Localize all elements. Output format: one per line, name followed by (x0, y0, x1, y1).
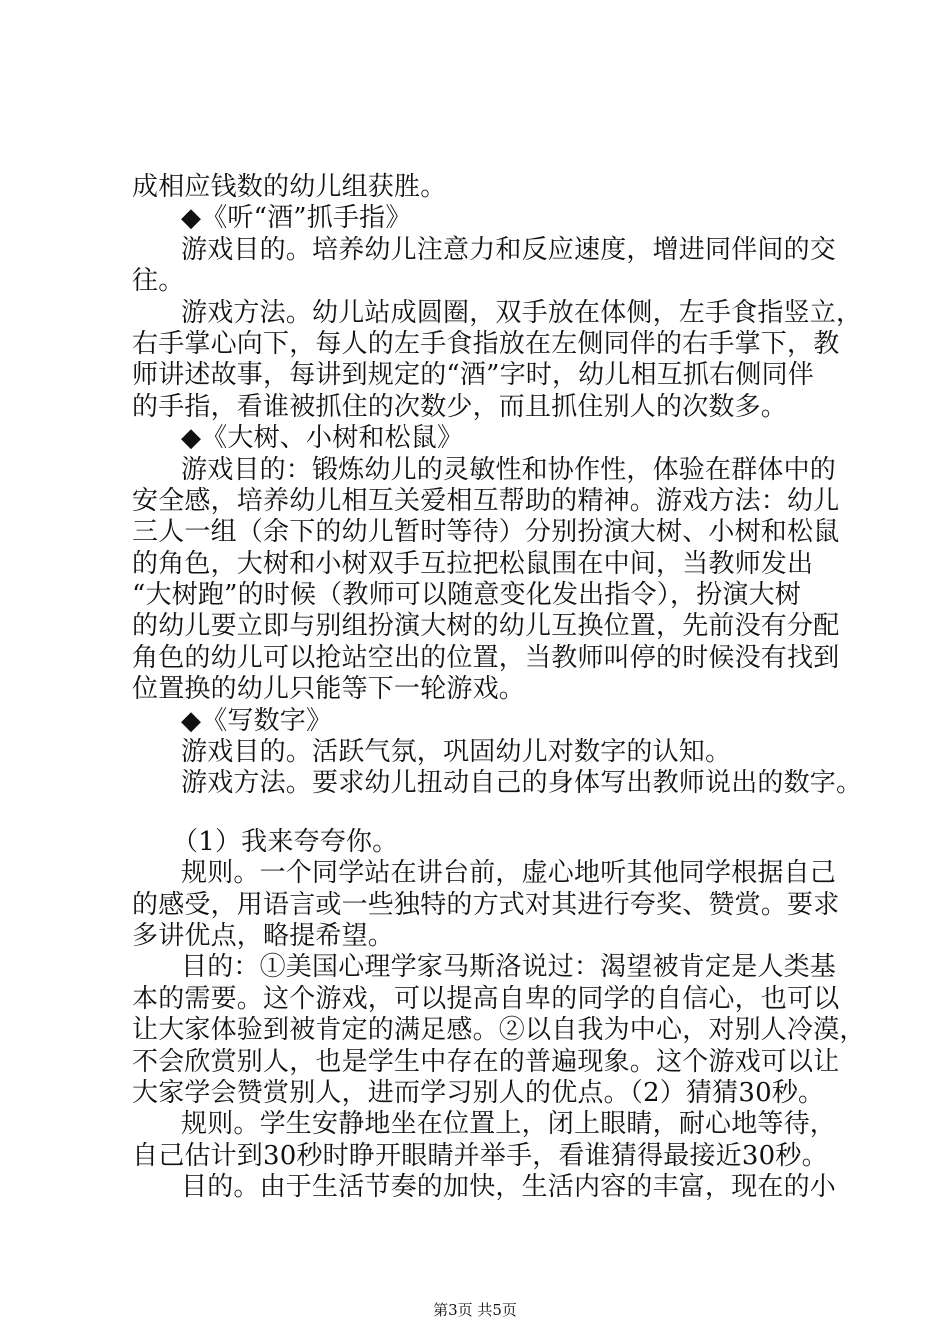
text-line: 自己估计到30秒时睁开眼睛并举手，看谁猜得最接近30秒。 (132, 1140, 828, 1171)
text-line: 往。 (132, 266, 185, 297)
text-line: 游戏目的。培养幼儿注意力和反应速度，增进同伴间的交 (181, 234, 837, 265)
paragraph (132, 423, 832, 454)
text-line: ◆《听“酒”抓手指》 (181, 203, 412, 234)
text-line: 规则。学生安静地坐在位置上，闭上眼睛，耐心地等待， (181, 1109, 837, 1140)
text-line: 角色的幼儿可以抢站空出的位置，当教师叫停的时候没有找到 (132, 642, 840, 673)
text-line: 游戏目的。活跃气氛，巩固幼儿对数字的认知。 (181, 737, 732, 768)
text-line: 游戏方法。要求幼儿扭动自己的身体写出教师说出的数字。 (181, 768, 863, 799)
text-line: 本的需要。这个游戏，可以提高自卑的同学的自信心，也可以 (132, 983, 840, 1014)
paragraph (132, 737, 832, 768)
text-line: 让大家体验到被肯定的满足感。②以自我为中心，对别人冷漠， (132, 1015, 866, 1046)
text-line: 右手掌心向下，每人的左手食指放在左侧同伴的右手掌下，教 (132, 328, 840, 359)
text-line: 多讲优点，略提希望。 (132, 920, 395, 951)
paragraph (132, 706, 832, 737)
text-line: 三人一组（余下的幼儿暂时等待）分别扮演大树、小树和松鼠 (132, 517, 840, 548)
text-line: 的角色，大树和小树双手互拉把松鼠围在中间，当教师发出 (132, 548, 814, 579)
text-line: 的手指，看谁被抓住的次数少，而且抓住别人的次数多。 (132, 391, 788, 422)
text-line: 目的：①美国心理学家马斯洛说过：渴望被肯定是人类基 (181, 952, 837, 983)
paragraph (132, 952, 866, 1109)
text-line: 的感受，用语言或一些独特的方式对其进行夸奖、赞赏。要求 (132, 889, 840, 920)
document-body (132, 172, 866, 1204)
text-line: 的幼儿要立即与别组扮演大树的幼儿互换位置，先前没有分配 (132, 611, 840, 642)
paragraph (132, 1172, 837, 1203)
paragraph (132, 172, 832, 203)
text-line: 位置换的幼儿只能等下一轮游戏。 (132, 674, 526, 705)
paragraph (132, 454, 840, 706)
paragraph-gap (132, 800, 832, 827)
text-line: 规则。一个同学站在讲台前，虚心地听其他同学根据自己 (181, 858, 837, 889)
paragraph (132, 234, 837, 298)
paragraph (132, 203, 832, 234)
page-number-footer: 第3页 共5页 (433, 1301, 517, 1319)
paragraph (132, 827, 832, 858)
text-line: 成相应钱数的幼儿组获胜。 (132, 172, 447, 202)
paragraph (132, 768, 863, 799)
text-line: 大家学会赞赏别人，进而学习别人的优点。（2）猜猜30秒。 (132, 1077, 825, 1108)
text-line: 目的。由于生活节奏的加快，生活内容的丰富，现在的小 (181, 1172, 837, 1203)
paragraph (132, 297, 863, 424)
text-line: 安全感，培养幼儿相互关爱相互帮助的精神。游戏方法：幼儿 (132, 485, 840, 516)
text-line: 游戏目的：锻炼幼儿的灵敏性和协作性，体验在群体中的 (181, 454, 837, 485)
text-line: 不会欣赏别人，也是学生中存在的普遍现象。这个游戏可以让 (132, 1046, 840, 1077)
paragraph (132, 1109, 837, 1172)
text-line: ◆《写数字》 (181, 705, 333, 736)
text-line: ◆《大树、小树和松鼠》 (181, 423, 464, 454)
text-line: “大树跑”的时候（教师可以随意变化发出指令），扮演大树 (132, 580, 801, 611)
paragraph (132, 858, 840, 952)
text-line: 师讲述故事，每讲到规定的“酒”字时，幼儿相互抓右侧同伴 (132, 360, 814, 391)
text-line: （1）我来夸夸你。 (172, 826, 399, 857)
text-line: 游戏方法。幼儿站成圆圈，双手放在体侧，左手食指竖立， (181, 297, 863, 328)
